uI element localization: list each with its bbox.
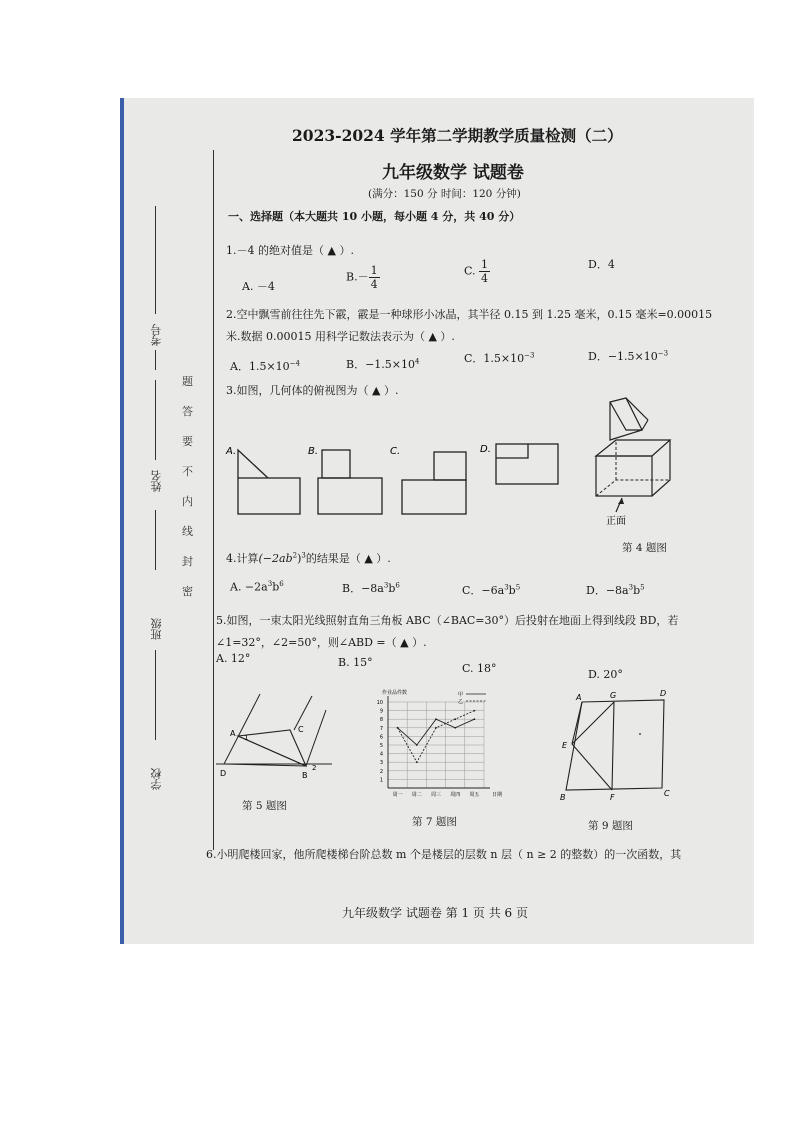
x-tick-label: 周五	[469, 792, 480, 798]
svg-text:1: 1	[244, 734, 249, 742]
svg-text:C: C	[664, 789, 670, 798]
svg-text:D.: D.	[480, 444, 491, 455]
fig9-geometry	[560, 689, 670, 802]
svg-text:F: F	[610, 793, 615, 802]
label-banji: 班级	[150, 618, 163, 640]
q3-figure-c	[388, 438, 468, 518]
exam-meta: (满分：150 分 时间：120 分钟)	[368, 188, 521, 200]
seal-char: 不	[182, 465, 193, 478]
q2-line1: 2.空中飘雪前往往先下霰，霰是一种球形小冰晶，其半径 0.15 到 1.25 毫米，0.15 毫米=0.00015	[226, 308, 713, 321]
y-tick-label: 10	[376, 700, 383, 706]
series-line	[398, 719, 475, 745]
q4-solid-figure	[592, 394, 702, 534]
y-tick-label: 5	[379, 743, 383, 749]
data-point	[435, 727, 437, 729]
svg-text:B: B	[560, 793, 566, 802]
x-tick-label: 周四	[450, 792, 461, 798]
q4-option-c: C．$-6a^3b^5$	[462, 583, 521, 597]
seal-char: 封	[182, 555, 193, 568]
svg-text:E: E	[562, 741, 568, 750]
svg-text:D: D	[220, 769, 227, 778]
fig9-caption: 第 9 题图	[588, 820, 633, 832]
data-point	[397, 727, 399, 729]
q4-option-b: B．$-8a^3b^6$	[342, 581, 400, 595]
q1-option-b: B.－ $\frac{1}{4}$	[346, 264, 378, 291]
seal-char: 密	[182, 585, 193, 598]
q5-line2: ∠1=32°，∠2=50°，则∠ABD =（ ▲ ）.	[216, 636, 427, 649]
q3-figure-b	[306, 438, 386, 518]
fig7-line-chart	[374, 686, 514, 808]
page-footer: 九年级数学 试题卷 第 1 页 共 6 页	[342, 906, 528, 920]
q1-option-a: A. －4	[242, 280, 275, 293]
data-point	[474, 710, 476, 712]
label-kaohao: 考号	[150, 324, 163, 346]
q5-option-a: A. 12°	[216, 652, 251, 665]
svg-text:2: 2	[312, 764, 317, 772]
q2-line2: 米.数据 0.00015 用科学记数法表示为（ ▲ ）.	[226, 330, 455, 343]
legend-label: 乙	[458, 699, 464, 705]
seal-char: 答	[182, 405, 193, 418]
q2-option-d: D．$-1.5\times 10^{-3}$	[588, 349, 669, 363]
y-tick-label: 1	[379, 777, 383, 784]
banji-line	[155, 650, 156, 740]
legend-label: 甲	[458, 692, 464, 698]
data-point	[435, 718, 437, 720]
y-tick-label: 8	[379, 717, 383, 724]
q4-option-d: D．$-8a^3b^5$	[586, 583, 645, 597]
q5-line1: 5.如图，一束太阳光线照射直角三角板 ABC（∠BAC=30°）后投射在地面上得到线段 BD，若	[216, 614, 679, 627]
seal-char: 内	[182, 495, 193, 508]
q5-option-c: C. 18°	[462, 662, 497, 675]
seal-char: 线	[182, 525, 193, 538]
seal-char: 要	[182, 435, 193, 448]
exam-title: 2023-2024 学年第二学期教学质量检测（二）	[292, 126, 623, 145]
y-tick-label: 7	[379, 725, 383, 732]
label-xingming: 姓名	[150, 470, 163, 492]
scanned-page	[120, 98, 754, 944]
q6-line1: 6.小明爬楼回家，他所爬楼梯台阶总数 m 个是楼层的层数 n 层（ n ≥ 2 的整数）的一次函数，其	[206, 848, 682, 861]
q5-option-b: B. 15°	[338, 656, 373, 669]
xingming-line	[155, 380, 156, 460]
svg-text:正面: 正面	[606, 516, 626, 527]
q4-option-a: A. $-2a^3b^6$	[230, 580, 284, 594]
binding-margin	[120, 98, 212, 944]
data-point	[454, 718, 456, 720]
svg-text:A.: A.	[226, 446, 237, 457]
x-tick-label: 周二	[411, 792, 422, 798]
y-axis-label: 作业品件数	[382, 690, 408, 696]
svg-text:G: G	[610, 691, 617, 700]
q3-figure-a	[224, 438, 304, 518]
data-point	[454, 727, 456, 729]
x-tick-label: 周一	[392, 792, 403, 798]
svg-text:A: A	[230, 729, 236, 738]
x-axis-label: 日期	[492, 792, 503, 798]
svg-text:B: B	[302, 771, 308, 780]
q2-option-c: C．$1.5\times 10^{-3}$	[464, 351, 535, 365]
xingming-line-2	[155, 510, 156, 570]
svg-text:C: C	[298, 725, 304, 734]
q2-option-a: A．$1.5\times 10^{-4}$	[230, 359, 300, 373]
q4-stem: 4.计算$(-2ab^2)^3$的结果是（ ▲ ）.	[226, 551, 391, 565]
y-tick-label: 3	[379, 760, 383, 767]
q5-option-d: D. 20°	[588, 668, 623, 681]
data-point	[416, 761, 418, 763]
kaohao-line-2	[155, 350, 156, 370]
q1-option-d: D．4	[588, 258, 615, 271]
seal-line	[213, 150, 214, 850]
svg-text:A: A	[576, 693, 582, 702]
exam-subtitle: 九年级数学 试题卷	[382, 163, 524, 183]
y-tick-label: 6	[379, 734, 383, 741]
fig5-caption: 第 5 题图	[242, 800, 287, 812]
data-point	[474, 718, 476, 720]
svg-text:C.: C.	[390, 446, 401, 457]
q3-stem: 3.如图，几何体的俯视图为（ ▲ ）.	[226, 384, 399, 397]
q1-option-c: C. $\frac{1}{4}$	[464, 258, 489, 285]
y-tick-label: 4	[379, 751, 383, 758]
q1-stem: 1.－4 的绝对值是（ ▲ ）.	[226, 244, 354, 257]
fig5-geometry	[216, 690, 336, 786]
seal-char: 题	[182, 375, 193, 388]
section-heading: 一、选择题（本大题共 10 小题，每小题 4 分，共 40 分）	[228, 210, 521, 223]
q3-figure-d	[480, 438, 570, 498]
fig7-caption: 第 7 题图	[412, 816, 457, 828]
svg-text:D: D	[660, 689, 667, 698]
x-tick-label: 周三	[430, 792, 442, 798]
y-tick-label: 9	[379, 708, 383, 715]
label-xuexiao: 学校	[150, 768, 163, 790]
q2-option-b: B．$-1.5\times 10^4$	[346, 357, 420, 371]
kaohao-line	[155, 206, 156, 314]
data-point	[416, 744, 418, 746]
svg-text:B.: B.	[308, 446, 319, 457]
y-tick-label: 2	[379, 768, 383, 775]
q4-fig-caption: 第 4 题图	[622, 542, 667, 554]
